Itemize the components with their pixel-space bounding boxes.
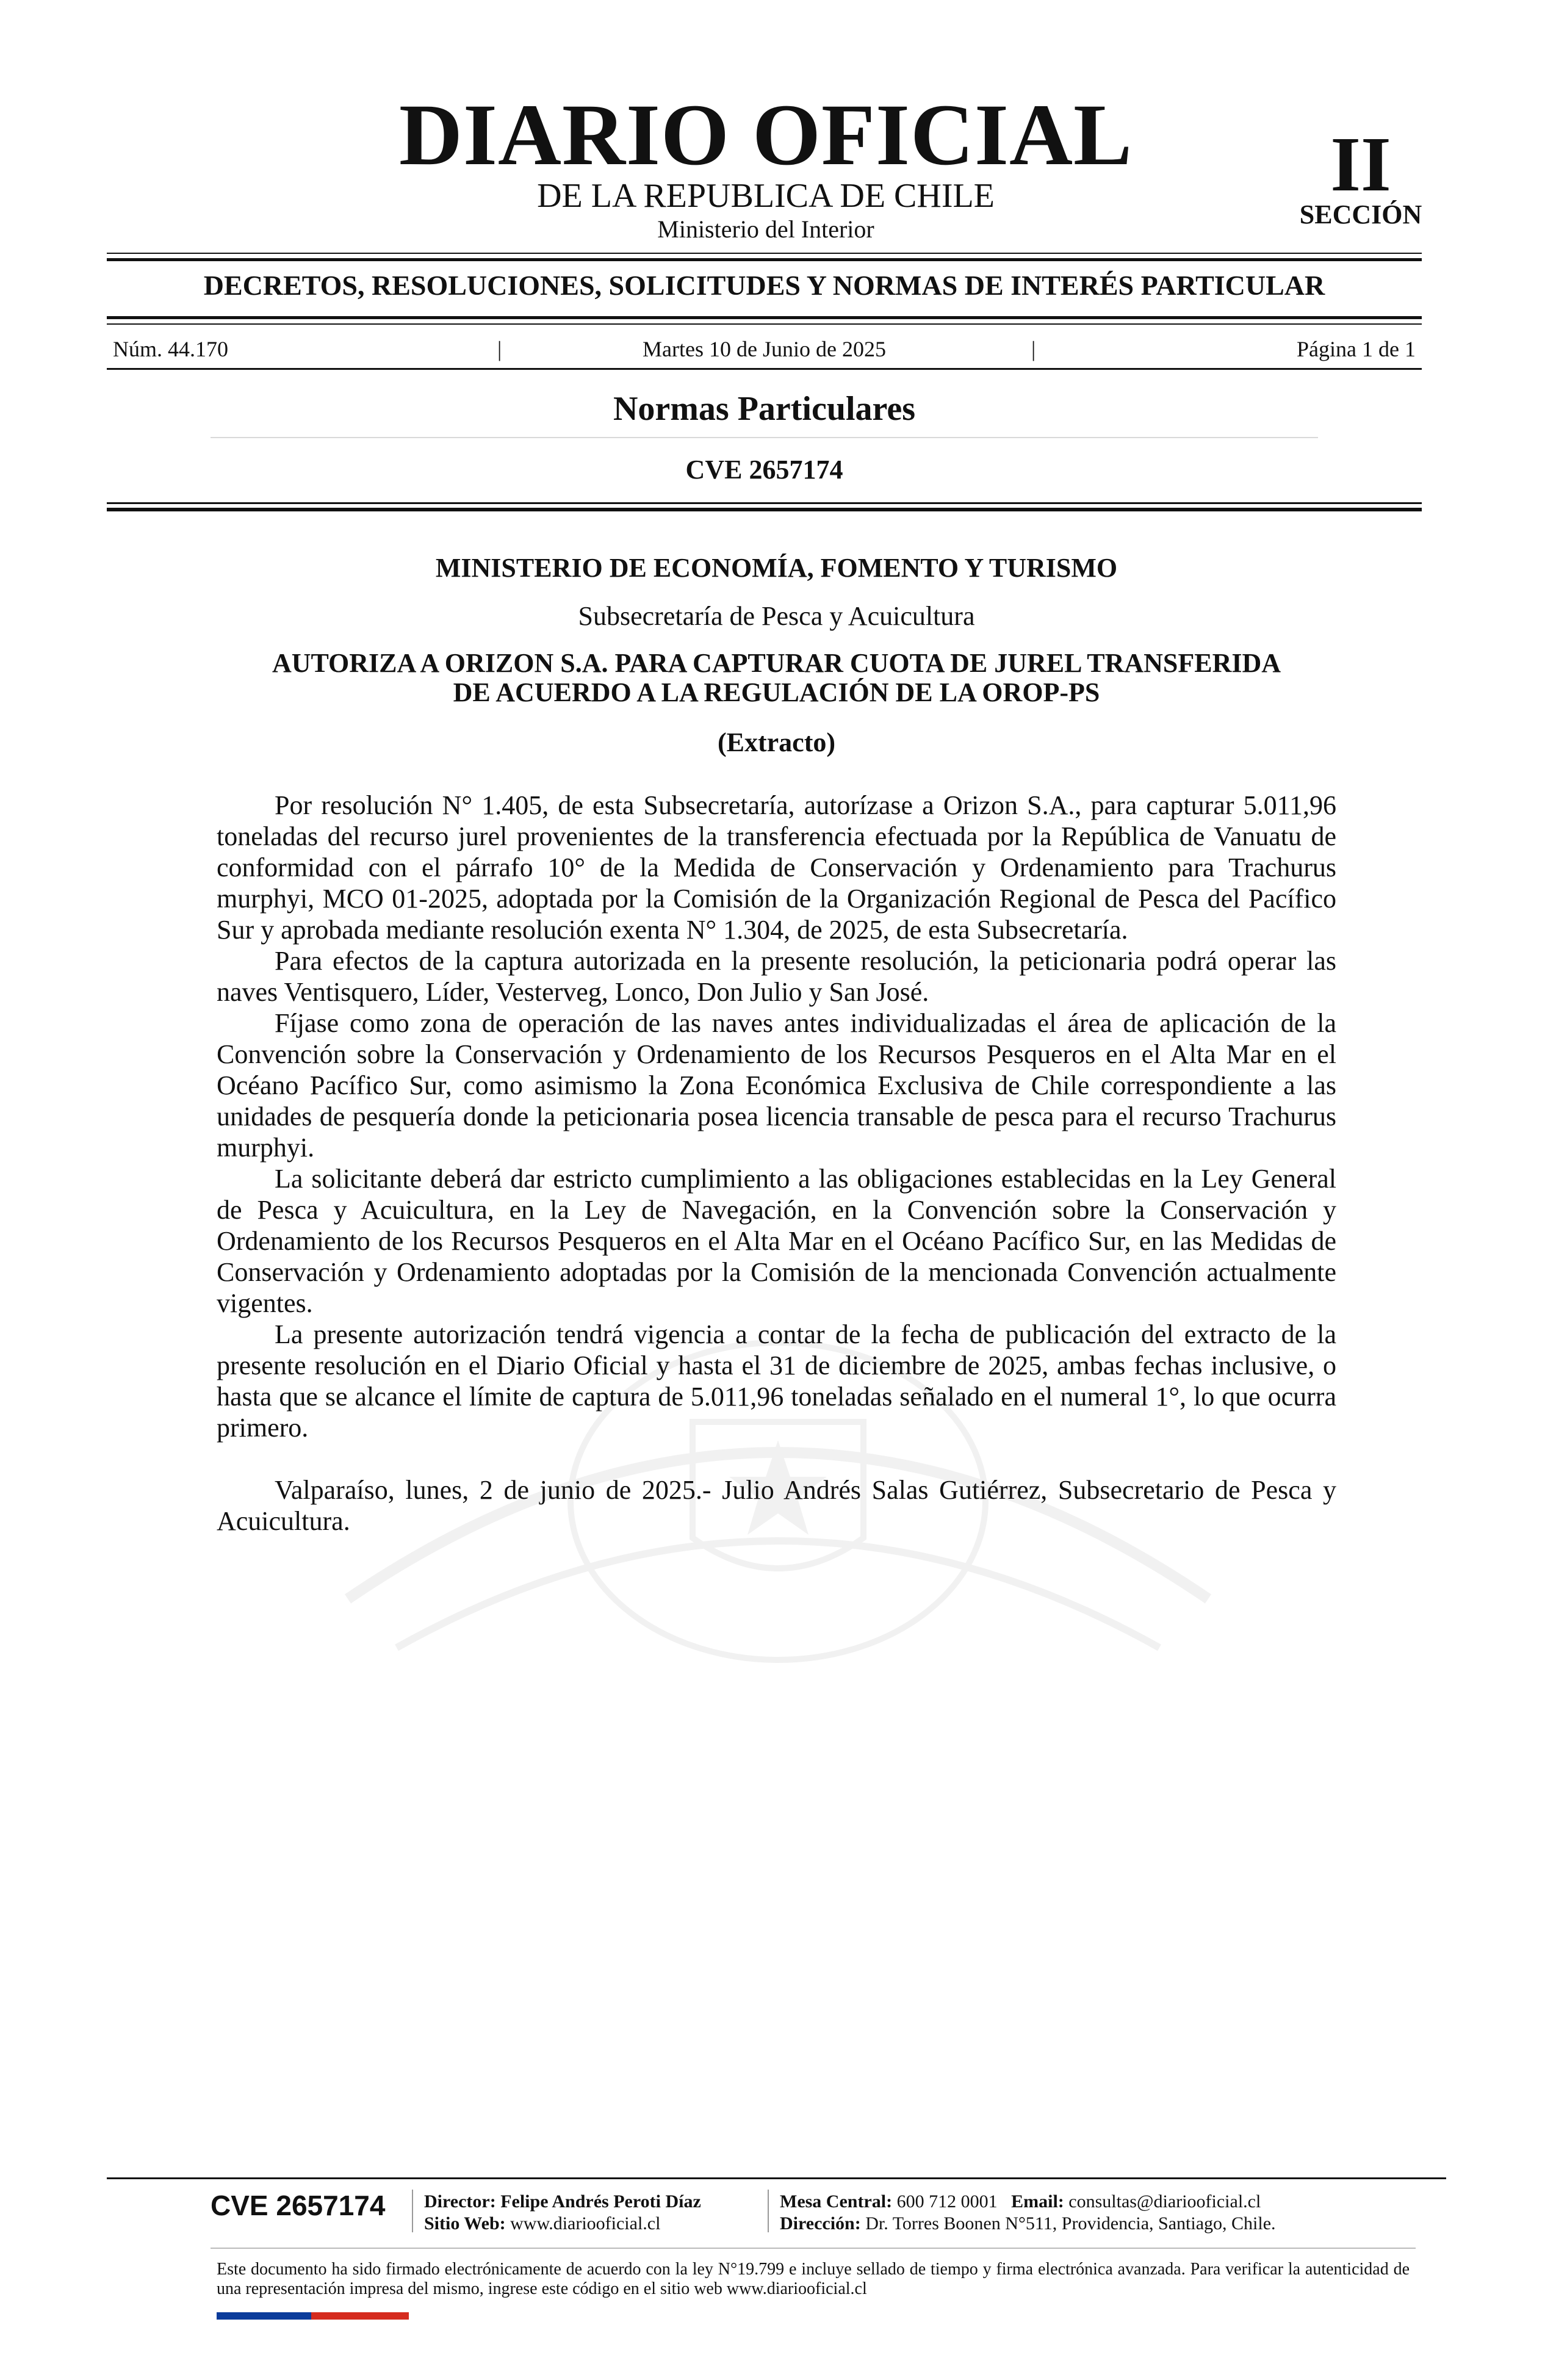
- footer-contact-block: [780, 2191, 1276, 2235]
- header-rule-mid-thin: [107, 323, 1422, 325]
- director-name: Felipe Andrés Peroti Díaz: [500, 2191, 701, 2212]
- issue-separator: |: [1031, 337, 1036, 361]
- flag-blue-segment: [217, 2312, 311, 2320]
- document-paragraph: La presente autorización tendrá vigencia a contar de la fecha de publicación del extracto de la presente resolución en el Diario Oficial y hasta el 31 de diciembre de 2025, ambas fechas inclusive, o hasta que se alcance el límite de captura de 5.011,96 toneladas señalado en el numeral 1°, lo que ocurra primero.: [217, 1319, 1336, 1443]
- document-body: [217, 552, 1336, 1537]
- footer-legal-note: Este documento ha sido firmado electrónicamente de acuerdo con la ley N°19.799 e incluye sellado de tiempo y firma electrónica avanzada. Para verificar la autenticidad de una representación impresa del mismo, ingrese este código en el sitio web www.diariooficial.cl: [217, 2260, 1410, 2298]
- footer-director-block: [424, 2191, 701, 2235]
- section-number: II: [1330, 121, 1391, 207]
- issue-rule: [107, 368, 1422, 370]
- newspaper-title: DIARIO OFICIAL: [398, 87, 1133, 184]
- document-title-line: DE ACUERDO A LA REGULACIÓN DE LA OROP-PS: [453, 677, 1100, 707]
- header-rule-mid-thick: [107, 316, 1422, 319]
- header-rule-top-thin: [107, 253, 1422, 254]
- norms-divider: [211, 437, 1318, 438]
- newspaper-ministry: Ministerio del Interior: [657, 215, 874, 243]
- website-link[interactable]: www.diariooficial.cl: [510, 2213, 661, 2234]
- phone-number: 600 712 0001: [896, 2191, 998, 2212]
- address-label: Dirección:: [780, 2213, 861, 2234]
- document-subsecretaria: Subsecretaría de Pesca y Acuicultura: [578, 601, 975, 631]
- footer-inner-rule: [211, 2248, 1416, 2249]
- footer-divider: [412, 2190, 413, 2232]
- newspaper-subtitle: DE LA REPUBLICA DE CHILE: [537, 177, 995, 215]
- document-title-line: AUTORIZA A ORIZON S.A. PARA CAPTURAR CUOTA DE JUREL TRANSFERIDA: [272, 648, 1281, 678]
- email-link[interactable]: consultas@diariooficial.cl: [1068, 2191, 1261, 2212]
- footer-rule: [107, 2177, 1446, 2179]
- document-title: [217, 649, 1336, 707]
- header-rule-top-thick: [107, 258, 1422, 261]
- issue-page: Página 1 de 1: [1297, 337, 1416, 361]
- issue-separator: |: [497, 337, 502, 361]
- document-paragraph: Por resolución N° 1.405, de esta Subsecretaría, autorízase a Orizon S.A., para capturar 5.011,96 toneladas del recurso jurel provenientes de la transferencia efectuada por la República de Vanuatu de conformidad con el párrafo 10° de la Medida de Conservación y Ordenamiento para Trachurus murphyi, MCO 01-2025, adoptada por la Comisión de la Organización Regional de Pesca del Pacífico Sur y aprobada mediante resolución exenta N° 1.304, de 2025, de esta Subsecretaría.: [217, 790, 1336, 945]
- body-rule-thick: [107, 508, 1422, 511]
- issue-info-row: [113, 336, 1416, 362]
- issue-date: Martes 10 de Junio de 2025: [643, 337, 886, 361]
- flag-red-segment: [311, 2312, 409, 2320]
- director-label: Director:: [424, 2191, 496, 2212]
- website-label: Sitio Web:: [424, 2213, 506, 2234]
- email-label: Email:: [1011, 2191, 1064, 2212]
- document-paragraph: Fíjase como zona de operación de las naves antes individualizadas el área de aplicación de la Convención sobre la Conservación y Ordenamiento de los Recursos Pesqueros en el Alta Mar en el Océano Pacífico Sur, como asimismo la Zona Económica Exclusiva de Chile correspondiente a las unidades de pesquería donde la peticionaria posea licencia transable de pesca para el recurso Trachurus murphyi.: [217, 1008, 1336, 1163]
- cve-code: CVE 2657174: [685, 455, 843, 485]
- section-label: SECCIÓN: [1299, 200, 1422, 229]
- body-rule-thin: [107, 502, 1422, 504]
- footer-cve-code: CVE 2657174: [211, 2190, 386, 2221]
- address-text: Dr. Torres Boonen N°511, Providencia, Santiago, Chile.: [865, 2213, 1276, 2234]
- footer-divider: [768, 2190, 769, 2232]
- issue-number: Núm. 44.170: [113, 337, 228, 361]
- document-paragraph: La solicitante deberá dar estricto cumplimiento a las obligaciones establecidas en la Ley General de Pesca y Acuicultura, en la Ley de Navegación, en la Convención sobre la Conservación y Ordenamiento de los Recursos Pesqueros en el Alta Mar en el Océano Pacífico Sur, en las Medidas de Conservación y Ordenamiento adoptadas por la Comisión de la mencionada Convención actualmente vigentes.: [217, 1164, 1336, 1318]
- document-ministry: MINISTERIO DE ECONOMÍA, FOMENTO Y TURISMO: [435, 553, 1118, 583]
- norms-title: Normas Particulares: [613, 390, 916, 428]
- section-heading: DECRETOS, RESOLUCIONES, SOLICITUDES Y NORMAS DE INTERÉS PARTICULAR: [203, 270, 1325, 301]
- document-signature: Valparaíso, lunes, 2 de junio de 2025.- Julio Andrés Salas Gutiérrez, Subsecretario de Pesca y Acuicultura.: [217, 1475, 1336, 1536]
- phone-label: Mesa Central:: [780, 2191, 893, 2212]
- document-paragraph: Para efectos de la captura autorizada en la presente resolución, la peticionaria podrá operar las naves Ventisquero, Líder, Vesterveg, Lonco, Don Julio y San José.: [217, 946, 1336, 1007]
- document-extracto-label: (Extracto): [717, 727, 835, 757]
